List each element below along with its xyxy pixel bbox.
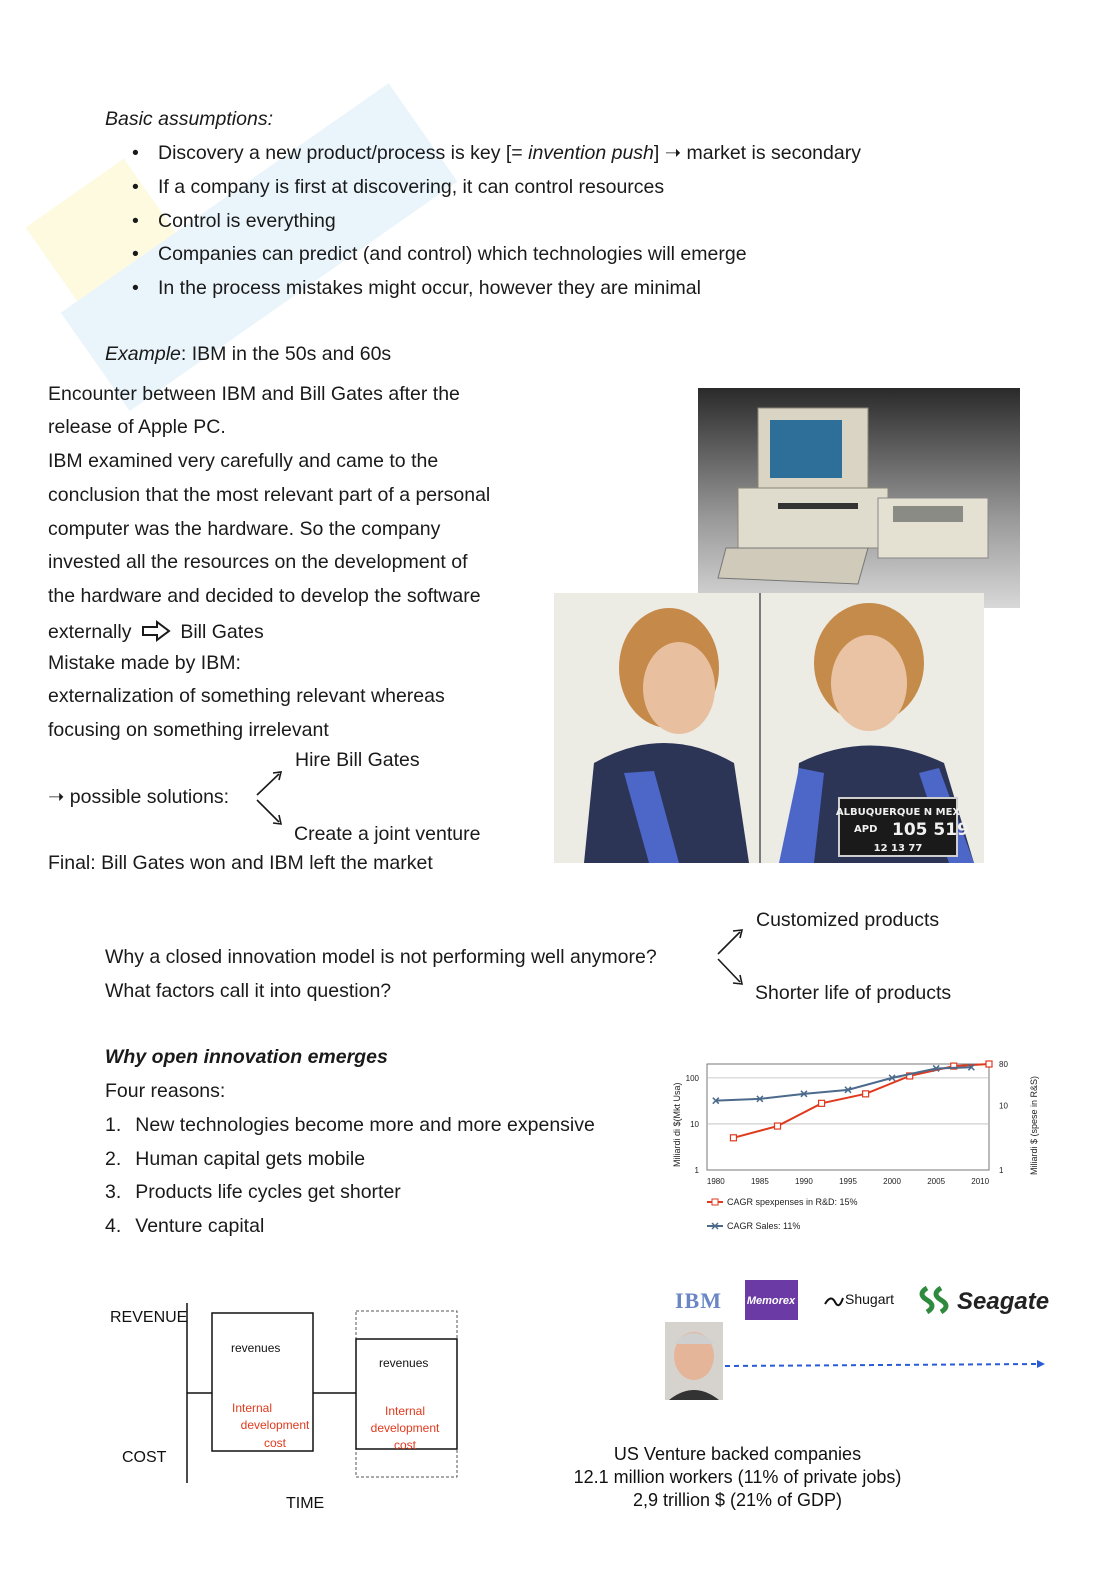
legend-label: CAGR spexpenses in R&D: 15%: [727, 1197, 858, 1207]
externally-line: externally Bill Gates: [48, 621, 264, 643]
company-box-2-outline: [356, 1311, 457, 1477]
example-heading: Example: IBM in the 50s and 60s: [105, 343, 392, 365]
solutions-label: ➝ possible solutions:: [48, 786, 230, 808]
final-line: Final: Bill Gates won and IBM left the market: [48, 852, 433, 874]
y-axis-label-left: Miliardi di $(Mkt Usa): [672, 1082, 682, 1167]
mistake-line: Mistake made by IBM:: [48, 652, 241, 674]
hollow-right-arrow-icon: [141, 620, 171, 642]
reason-item: 3. Products life cycles get shorter: [105, 1181, 401, 1203]
x-tick: 2000: [883, 1177, 901, 1186]
ibm-logo: IBM: [675, 1288, 722, 1313]
y-axis-label-right: Miliardi $ (spese in R&S): [1029, 1075, 1039, 1175]
assumption-item: • Control is everything: [132, 210, 336, 232]
box2-cost-line2: development: [370, 1421, 440, 1435]
answer-customized: Customized products: [756, 909, 940, 931]
assumption-item: • In the process mistakes might occur, however they are minimal: [132, 277, 701, 299]
x-tick: 1990: [795, 1177, 813, 1186]
example-line: conclusion that the most relevant part of a personal: [48, 484, 491, 506]
box1-cost-line2: development: [240, 1418, 310, 1432]
founder-photo-arrow: [665, 1322, 1050, 1402]
example-line: Encounter between IBM and Bill Gates after the: [48, 383, 460, 405]
example-line: the hardware and decided to develop the software: [48, 585, 481, 607]
venture-line-3: 2,9 trillion $ (21% of GDP): [632, 1490, 843, 1510]
venture-stats: [540, 1443, 935, 1512]
seagate-logo: Seagate: [957, 1288, 1050, 1315]
assumption-item: • Companies can predict (and control) which technologies will emerge: [132, 243, 747, 265]
legend-marker: [712, 1199, 718, 1205]
assumption-item: • Discovery a new product/process is key [= invention push] ➝ market is secondary: [132, 142, 861, 164]
reason-item: 4. Venture capital: [105, 1215, 265, 1237]
data-point: [819, 1100, 825, 1106]
y-tick-left: 1: [694, 1166, 699, 1175]
legend-label: CAGR Sales: 11%: [727, 1221, 801, 1231]
example-line: invested all the resources on the development of: [48, 551, 468, 573]
revenue-label: REVENUE: [110, 1309, 188, 1326]
data-point: [730, 1135, 736, 1141]
y-tick-left: 10: [690, 1119, 699, 1129]
box2-cost-line1: Internal: [384, 1404, 426, 1418]
mugshot-sign-apd: APD: [854, 824, 878, 835]
y-tick-right: 80: [999, 1060, 1008, 1069]
branch-arrows-icon: [716, 928, 746, 986]
mistake-line: externalization of something relevant whereas: [48, 685, 445, 707]
y-tick-right: 10: [999, 1101, 1008, 1111]
mugshot-sign-number: 105 519: [892, 820, 969, 840]
branch-arrows-icon: [255, 770, 285, 826]
assumptions-heading: Basic assumptions:: [105, 108, 273, 130]
shugart-logo: Shugart: [845, 1291, 895, 1307]
answer-shorter-life: Shorter life of products: [755, 982, 952, 1004]
y-tick-left: 100: [685, 1073, 699, 1083]
assumption-item: • If a company is first at discovering, it can control resources: [132, 176, 665, 198]
box1-cost-line3: cost: [263, 1436, 287, 1450]
mugshot-sign-date: 12 13 77: [873, 843, 923, 854]
example-line: computer was the hardware. So the company: [48, 518, 441, 540]
solution-hire: Hire Bill Gates: [295, 749, 420, 771]
x-tick: 1985: [750, 1177, 769, 1186]
rd-sales-chart: [665, 1058, 1050, 1243]
reason-item: 1. New technologies become more and more expensive: [105, 1114, 595, 1136]
solution-joint-venture: Create a joint venture: [294, 823, 481, 845]
open-innovation-heading: Why open innovation emerges: [105, 1046, 388, 1068]
venture-line-2: 12.1 million workers (11% of private jobs): [573, 1467, 902, 1487]
venture-line-1: US Venture backed companies: [613, 1444, 862, 1464]
box1-cost-line1: Internal: [231, 1401, 273, 1415]
data-point: [986, 1061, 992, 1067]
ibm-pc-photo: [698, 388, 1020, 608]
data-point: [863, 1091, 869, 1097]
example-line: release of Apple PC.: [48, 416, 226, 438]
mistake-line: focusing on something irrelevant: [48, 719, 329, 741]
x-tick: 1995: [839, 1177, 857, 1186]
shugart-mark-icon: [825, 1298, 843, 1305]
mugshot-sign-line1: ALBUQUERQUE N MEX: [835, 807, 961, 818]
memorex-logo: Memorex: [746, 1295, 796, 1307]
box2-revenues: revenues: [379, 1356, 429, 1370]
time-label: TIME: [286, 1495, 325, 1512]
cost-label: COST: [122, 1449, 167, 1466]
bill-gates-mugshot-photo: [554, 593, 984, 863]
box1-revenues: revenues: [231, 1341, 281, 1355]
company-logos: [665, 1276, 1050, 1326]
arrow-head-icon: [1037, 1360, 1045, 1368]
x-tick: 1980: [706, 1177, 725, 1186]
reason-item: 2. Human capital gets mobile: [105, 1148, 366, 1170]
plot-area: [707, 1064, 989, 1170]
question-1: Why a closed innovation model is not performing well anymore?: [105, 946, 657, 968]
y-tick-right: 1: [999, 1166, 1004, 1175]
data-point: [775, 1123, 781, 1129]
x-tick: 2010: [971, 1177, 990, 1186]
timeline-dotted-arrow: [725, 1364, 1037, 1366]
reasons-intro: Four reasons:: [105, 1080, 226, 1102]
x-tick: 2005: [927, 1177, 946, 1186]
box2-cost-line3: cost: [393, 1438, 417, 1452]
question-2: What factors call it into question?: [105, 980, 392, 1002]
seagate-mark-icon: [922, 1288, 946, 1312]
example-line: IBM examined very carefully and came to the: [48, 450, 439, 472]
revenue-cost-diagram: [100, 1295, 480, 1525]
